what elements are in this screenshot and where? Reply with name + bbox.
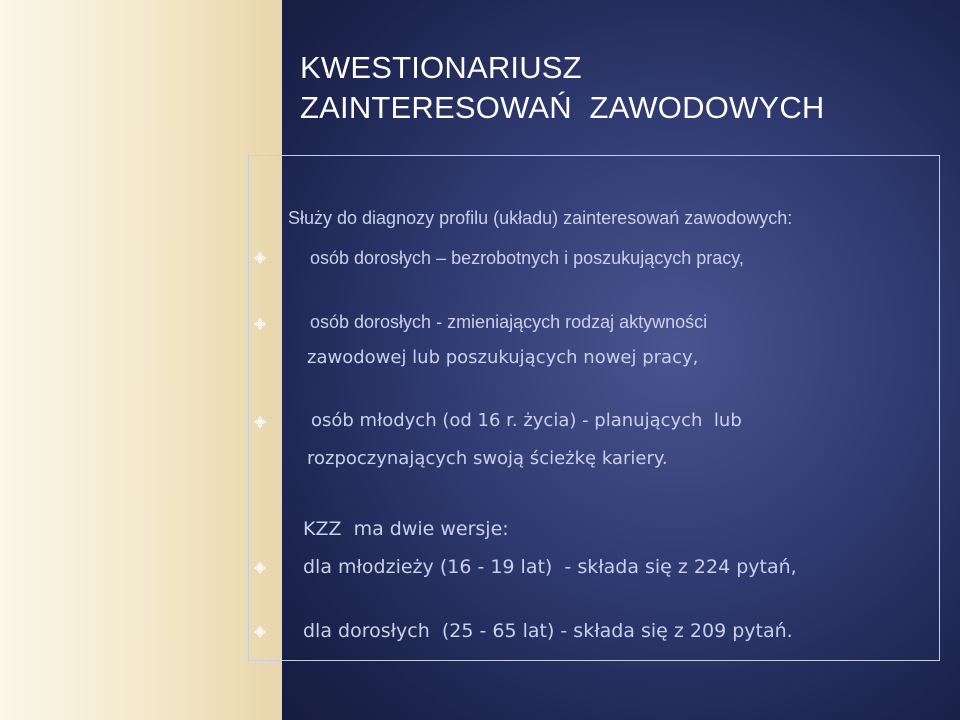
left-decorative-strip xyxy=(0,0,282,720)
versions-heading: KZZ ma dwie wersje: xyxy=(303,518,509,540)
diamond-bullet-icon xyxy=(254,626,266,638)
bullet-2-text-line-1: osób dorosłych - zmieniających rodzaj aktywności xyxy=(310,312,708,332)
bullet-1-text: osób dorosłych – bezrobotnych i poszukujących pracy, xyxy=(310,248,744,268)
diamond-bullet-icon xyxy=(254,416,266,428)
intro-text: Służy do diagnozy profilu (układu) zainteresowań zawodowych: xyxy=(288,208,793,228)
version-1-text: dla młodzieży (16 - 19 lat) - składa się z 224 pytań, xyxy=(303,556,797,578)
diamond-bullet-icon xyxy=(254,318,266,330)
title-line-2: ZAINTERESOWAŃ ZAWODOWYCH xyxy=(300,90,825,125)
slide-title xyxy=(300,48,825,128)
bullet-2-text-line-2: zawodowej lub poszukujących nowej pracy, xyxy=(307,347,699,368)
version-2-text: dla dorosłych (25 - 65 lat) - składa się z 209 pytań. xyxy=(303,620,793,642)
title-line-1: KWESTIONARIUSZ xyxy=(300,50,582,85)
bullet-3-text-line-1: osób młodych (od 16 r. życia) - planujących lub xyxy=(311,410,742,431)
bullet-3-text-line-2: rozpoczynających swoją ścieżkę kariery. xyxy=(307,448,668,469)
diamond-bullet-icon xyxy=(254,562,266,574)
diamond-bullet-icon xyxy=(254,252,266,264)
content-box xyxy=(248,155,940,661)
